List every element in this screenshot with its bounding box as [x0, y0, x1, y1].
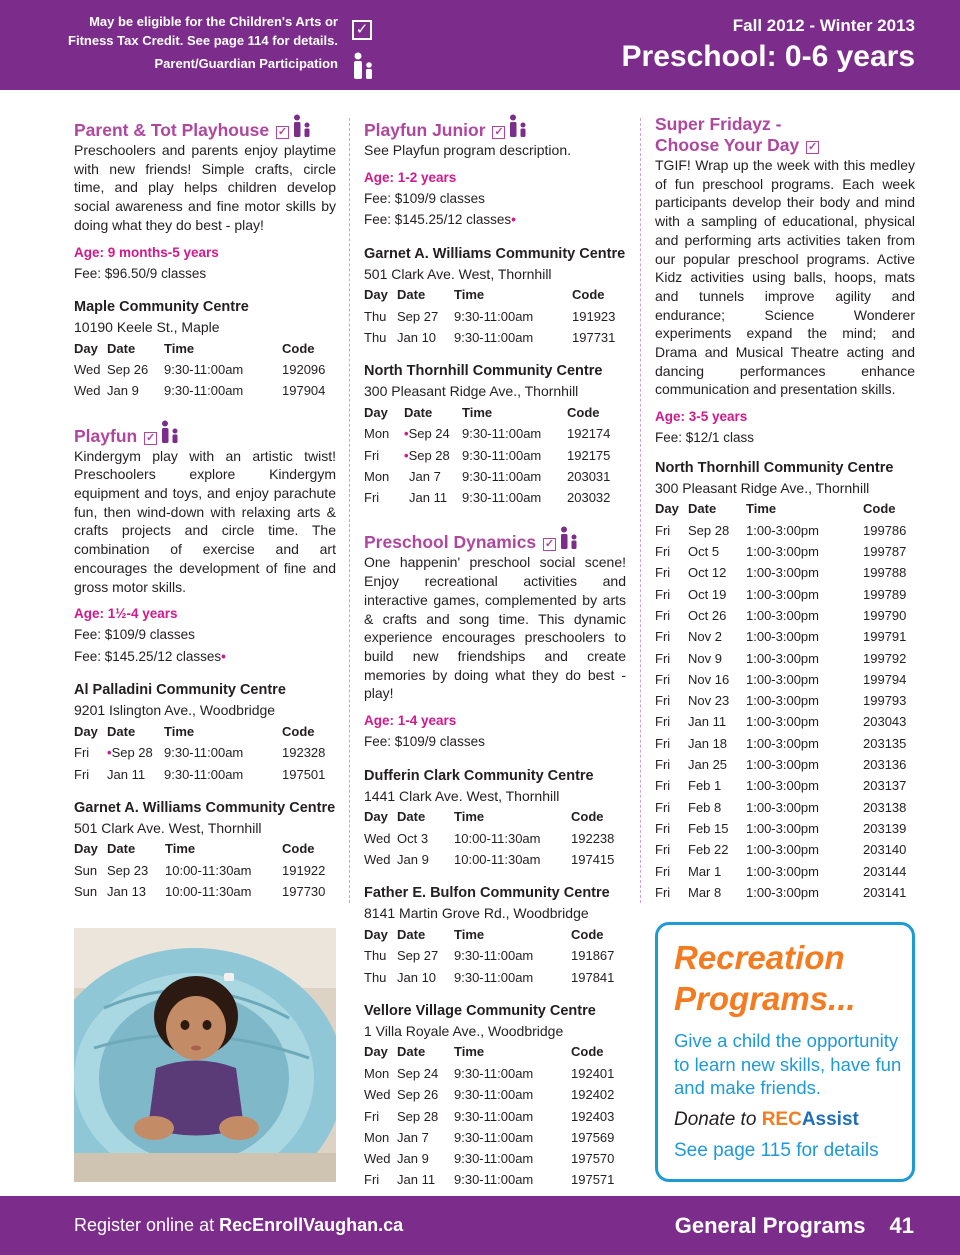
- table-row: Fri Feb 22 1:00-3:00pm 203140: [655, 842, 907, 858]
- fee: Fee: $145.25/12 classes•: [74, 648, 226, 664]
- table-row: Fri •Sep 28 9:30-11:00am 192175: [364, 447, 611, 463]
- location-address: 1441 Clark Ave. West, Thornhill: [364, 787, 560, 804]
- recreation-donation-box: [655, 922, 915, 1182]
- age-range: Age: 1-2 years: [364, 169, 457, 185]
- table-row: Thu Jan 10 9:30-11:00am 197841: [364, 969, 615, 985]
- column-2: [364, 112, 626, 1191]
- column-3: [655, 112, 915, 903]
- location-name: Al Palladini Community Centre: [74, 682, 286, 699]
- page-number: 41: [889, 1213, 914, 1238]
- table-row: Fri Sep 28 9:30-11:00am 192403: [364, 1108, 615, 1124]
- table-row: Fri Feb 8 1:00-3:00pm 203138: [655, 799, 907, 815]
- bullet-icon: •: [404, 426, 409, 442]
- footer-section: General Programs 41: [674, 1213, 914, 1238]
- location-address: 9201 Islington Ave., Woodbridge: [74, 702, 276, 719]
- column-1: [74, 112, 336, 902]
- bullet-icon: •: [107, 745, 112, 761]
- location: [655, 459, 915, 903]
- register-url[interactable]: RecEnrollVaughan.ca: [219, 1215, 404, 1235]
- table-row: Thu Sep 27 9:30-11:00am 191923: [364, 308, 616, 324]
- location: [74, 298, 336, 402]
- schedule-table: Day Date Time Code Wed Oct 3 10:00-11:30am 192238 Wed Jan 9 10:00-11:30am 197415: [364, 806, 614, 871]
- table-row: Fri Nov 2 1:00-3:00pm 199791: [655, 629, 907, 645]
- program-description: See Playfun program description.: [364, 142, 571, 158]
- location-name: Vellore Village Community Centre: [364, 1002, 596, 1019]
- see-page-link: See page 115 for details: [674, 1140, 879, 1161]
- location-address: 501 Clark Ave. West, Thornhill: [74, 819, 262, 836]
- location: [364, 767, 626, 871]
- location-name: North Thornhill Community Centre: [655, 459, 894, 476]
- location: [364, 884, 626, 988]
- table-row: Fri Jan 11 9:30-11:00am 197571: [364, 1172, 615, 1188]
- bullet-icon: •: [221, 648, 226, 664]
- location: [364, 1002, 626, 1191]
- checkbox-icon: ✓: [277, 126, 288, 138]
- age-range: Age: 3-5 years: [655, 409, 748, 425]
- program-title: Playfun Junior ✓: [364, 114, 626, 141]
- schedule-table: Day Date Time Code Mon •Sep 24 9:30-11:00am 192174 Fri •Sep 28 9:30-11:00am 192175 Mon Jan 7 9:30-11:00am 203031 Fri Jan 11 9:30-11:00am 203032: [364, 401, 610, 508]
- table-row: Wed Oct 3 10:00-11:30am 192238: [364, 830, 615, 846]
- column-divider: [640, 118, 641, 903]
- schedule-table: Day Date Time Code Wed Sep 26 9:30-11:00am 192096 Wed Jan 9 9:30-11:00am 197904: [74, 337, 325, 402]
- location: [74, 681, 336, 785]
- table-row: Mon •Sep 24 9:30-11:00am 192174: [364, 426, 611, 442]
- program-title: Super Fridayz - Choose Your Day ✓: [655, 114, 818, 155]
- table-row: Fri Mar 8 1:00-3:00pm 203141: [655, 884, 907, 900]
- fee: Fee: $96.50/9 classes: [74, 265, 207, 281]
- program-description: Kindergym play with an artistic twist! Preschoolers explore Kindergym equipment and toys, and enjoy parachute fun, then wind-down with relaxing arts & crafts projects and circle time. The combination of exercise and art encourages the development of fine and gross motor skills.: [74, 447, 336, 595]
- photo-illustration: [74, 928, 336, 1182]
- age-range: Age: 1½-4 years: [74, 606, 178, 622]
- table-row: Fri Oct 19 1:00-3:00pm 199789: [655, 586, 907, 602]
- parent-participation-label: Parent/Guardian Participation: [154, 56, 338, 71]
- column-divider: [349, 118, 350, 903]
- family-icon: [159, 420, 181, 444]
- family-icon: [291, 114, 313, 138]
- location-address: 1 Villa Royale Ave., Woodbridge: [364, 1022, 564, 1039]
- location-address: 300 Pleasant Ridge Ave., Thornhill: [655, 479, 870, 496]
- table-row: Fri Oct 26 1:00-3:00pm 199790: [655, 607, 907, 623]
- location-address: 501 Clark Ave. West, Thornhill: [364, 265, 552, 282]
- rec-assist-logo: REC: [761, 1109, 802, 1130]
- table-row: Thu Jan 10 9:30-11:00am 197731: [364, 330, 616, 346]
- program-title: Parent & Tot Playhouse ✓: [74, 114, 336, 141]
- table-row: Wed Sep 26 9:30-11:00am 192402: [364, 1087, 615, 1103]
- location: [364, 362, 626, 508]
- location-name: Maple Community Centre: [74, 299, 249, 316]
- checkbox-icon: ✓: [494, 126, 504, 138]
- child-in-tunnel-photo: [74, 928, 336, 1182]
- table-row: Mon Sep 24 9:30-11:00am 192401: [364, 1065, 615, 1081]
- table-row: Fri Feb 1 1:00-3:00pm 203137: [655, 778, 907, 794]
- rec-heading: Recreation Programs...: [674, 939, 856, 1017]
- fee: Fee: $145.25/12 classes•: [364, 212, 516, 228]
- age-range: Age: 1-4 years: [364, 713, 457, 729]
- location-name: Dufferin Clark Community Centre: [364, 767, 594, 784]
- table-row: Fri Oct 5 1:00-3:00pm 199787: [655, 544, 907, 560]
- location-address: 300 Pleasant Ridge Ave., Thornhill: [364, 383, 579, 400]
- schedule-table: Day Date Time Code Sun Sep 23 10:00-11:30am 191922 Sun Jan 13 10:00-11:30am 197730: [74, 838, 325, 903]
- table-row: Fri Nov 9 1:00-3:00pm 199792: [655, 650, 907, 666]
- table-row: Wed Sep 26 9:30-11:00am 192096: [74, 362, 326, 378]
- checkbox-icon: ✓: [544, 538, 555, 551]
- schedule-table: Day Date Time Code Fri Sep 28 1:00-3:00pm 199786 Fri Oct 5 1:00-3:00pm 199787 Fri Oct 12 1:00-3:00pm 199788 Fri Oct 19 1:00-3:00pm 199789 Fri Oct 26 1:00-3:00pm 199790 Fri Nov 2 1:00-3:00pm 199791 Fri Nov 9 1:00-3:00pm 199792 Fri Nov 16 1:00-3:00pm 199794 Fri Nov 23 1:00-3:00pm 199793 Fri Jan 11 1:00-3:00pm 203043 Fri Jan 18 1:00-3:00pm 203135 Fri Jan 25 1:00-3:00pm 203136 Fri Feb 1 1:00-3:00pm 203137 Fri Feb 8 1:00-3:00pm 203138 Fri Feb 15 1:00-3:00pm 203139 Fri Feb 22 1:00-3:00pm 203140 Fri Mar 1 1:00-3:00pm 203144 Fri Mar 8 1:00-3:00pm 203141: [655, 498, 906, 903]
- location: [74, 799, 336, 903]
- location: [364, 245, 626, 349]
- table-row: Fri Jan 18 1:00-3:00pm 203135: [655, 735, 907, 751]
- table-row: Fri Sep 28 1:00-3:00pm 199786: [655, 522, 907, 538]
- checkbox-icon: ✓: [808, 141, 818, 153]
- table-row: Wed Jan 9 9:30-11:00am 197904: [74, 383, 326, 399]
- tax-credit-note: May be eligible for the Children's Arts or Fitness Tax Credit. See page 114 for details.: [68, 14, 338, 48]
- bullet-icon: •: [404, 447, 409, 463]
- schedule-table: Day Date Time Code Thu Sep 27 9:30-11:00am 191923 Thu Jan 10 9:30-11:00am 197731: [364, 284, 615, 349]
- page-title: Preschool: 0-6 years: [621, 40, 915, 73]
- family-icon: [507, 114, 529, 138]
- table-row: Fri Feb 15 1:00-3:00pm 203139: [655, 820, 907, 836]
- location-name: North Thornhill Community Centre: [364, 363, 603, 380]
- program-description: TGIF! Wrap up the week with this medley of fun preschool programs. Each week participants develop their body and mind with a sampling of educational, physical and performing arts activities taken from our popular preschool programs. Active Kidz activities using balls, hoops, mats and tunnels improve agility and endurance; Science Wonderer experiments expand the mind; and Drama and Musical Theatre acting and dancing performances enhance communication and presentation skills.: [655, 157, 915, 398]
- table-row: Mon Jan 7 9:30-11:00am 197569: [364, 1129, 615, 1145]
- table-row: Fri Nov 23 1:00-3:00pm 199793: [655, 693, 907, 709]
- donate-line: Donate to RECAssist: [674, 1109, 859, 1130]
- table-row: Sun Jan 13 10:00-11:30am 197730: [74, 884, 326, 900]
- table-row: Fri Jan 11 1:00-3:00pm 203043: [655, 714, 907, 730]
- fee: Fee: $109/9 classes: [364, 734, 485, 750]
- location-address: 8141 Martin Grove Rd., Woodbridge: [364, 905, 589, 922]
- family-icon: [558, 526, 580, 550]
- bullet-icon: •: [511, 212, 516, 228]
- program-title: Preschool Dynamics ✓: [364, 526, 626, 553]
- fee: Fee: $109/9 classes: [74, 627, 195, 643]
- page-footer: [0, 1196, 960, 1255]
- schedule-table: Day Date Time Code Mon Sep 24 9:30-11:00am 192401 Wed Sep 26 9:30-11:00am 192402 Fri Sep 28 9:30-11:00am 192403 Mon Jan 7 9:30-11:00am 197569 Wed Jan 9 9:30-11:00am 197570 Fri Jan 11 9:30-11:00am 197571: [364, 1041, 614, 1191]
- register-online: Register online at RecEnrollVaughan.ca: [74, 1215, 404, 1235]
- family-icon: [350, 52, 376, 80]
- table-row: Sun Sep 23 10:00-11:30am 191922: [74, 862, 326, 878]
- table-row: Fri Nov 16 1:00-3:00pm 199794: [655, 671, 907, 687]
- table-row: Fri Oct 12 1:00-3:00pm 199788: [655, 565, 907, 581]
- location-address: 10190 Keele St., Maple: [74, 319, 220, 336]
- program-description: One happenin' preschool social scene! Enjoy recreational activities and interactive games, complemented by arts & crafts and song time. This dynamic experience encourages preschoolers to build new friendships and create memories by doing what they do best - play!: [364, 554, 626, 702]
- schedule-table: Day Date Time Code Fri •Sep 28 9:30-11:00am 192328 Fri Jan 11 9:30-11:00am 197501: [74, 720, 325, 785]
- season-label: Fall 2012 - Winter 2013: [732, 16, 915, 35]
- location-name: Garnet A. Williams Community Centre: [74, 799, 336, 816]
- table-row: Mon Jan 7 9:30-11:00am 203031: [364, 469, 611, 485]
- table-row: Fri Jan 25 1:00-3:00pm 203136: [655, 757, 907, 773]
- table-row: Fri Jan 11 9:30-11:00am 197501: [74, 766, 326, 782]
- rec-tagline: Give a child the opportunity to learn new skills, have fun and make friends.: [674, 1030, 902, 1098]
- program-title: Playfun ✓: [74, 420, 336, 447]
- table-row: Fri Jan 11 9:30-11:00am 203032: [364, 490, 611, 506]
- location-name: Garnet A. Williams Community Centre: [364, 245, 626, 262]
- age-range: Age: 9 months-5 years: [74, 244, 219, 260]
- table-row: Wed Jan 9 10:00-11:30am 197415: [364, 852, 615, 868]
- table-row: Wed Jan 9 9:30-11:00am 197570: [364, 1151, 615, 1167]
- location-name: Father E. Bulfon Community Centre: [364, 885, 610, 902]
- table-row: Thu Sep 27 9:30-11:00am 191867: [364, 948, 615, 964]
- program-description: Preschoolers and parents enjoy playtime with new friends! Simple crafts, circle time, and play helps children develop social awareness and fine motor skills by doing what they do best - play!: [74, 142, 336, 233]
- fee: Fee: $12/1 class: [655, 430, 755, 446]
- page-header: [0, 0, 960, 90]
- table-row: Fri Mar 1 1:00-3:00pm 203144: [655, 863, 907, 879]
- schedule-table: Day Date Time Code Thu Sep 27 9:30-11:00am 191867 Thu Jan 10 9:30-11:00am 197841: [364, 923, 614, 988]
- fee: Fee: $109/9 classes: [364, 190, 485, 206]
- checkbox-icon: ✓: [352, 20, 372, 40]
- table-row: Fri •Sep 28 9:30-11:00am 192328: [74, 745, 326, 761]
- checkbox-icon: ✓: [145, 431, 156, 444]
